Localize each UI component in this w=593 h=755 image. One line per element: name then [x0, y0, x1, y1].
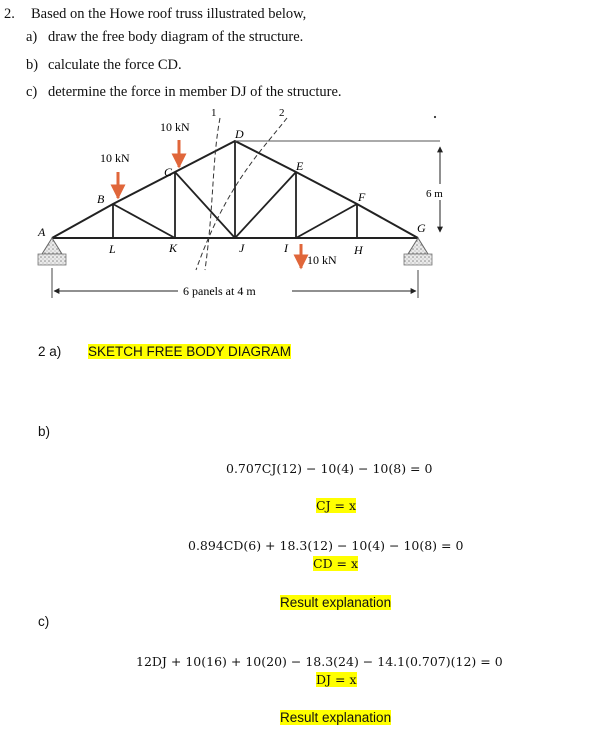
section-mark-1: 1	[211, 107, 217, 119]
joint-label-c: C	[164, 165, 173, 179]
joint-label-g: G	[417, 221, 426, 235]
cd-result-highlight: CD = x	[313, 556, 359, 571]
span-dimension-label: 6 panels at 4 m	[183, 284, 256, 298]
result-c1	[316, 672, 357, 687]
item-a-letter: a)	[26, 29, 38, 45]
joint-label-h: H	[354, 243, 363, 257]
note-c	[280, 710, 391, 725]
joint-label-f: F	[358, 190, 366, 204]
equation-b1: 0.707CJ(12) − 10(4) − 10(8) = 0	[226, 461, 433, 476]
item-a-text: draw the free body diagram of the structure.	[48, 29, 304, 45]
answer-a-text	[88, 344, 291, 359]
joint-label-a: A	[38, 225, 46, 239]
item-c-text: determine the force in member DJ of the structure.	[48, 84, 342, 100]
joint-label-d: D	[235, 127, 244, 141]
cj-result-highlight: CJ = x	[316, 498, 357, 513]
howe-truss-diagram	[0, 100, 593, 310]
joint-label-j: J	[239, 241, 245, 255]
note-b	[280, 595, 391, 610]
equation-b2: 0.894CD(6) + 18.3(12) − 10(4) − 10(8) = 0	[188, 538, 464, 553]
question-intro: Based on the Howe roof truss illustrated below,	[31, 6, 307, 22]
equation-c1: 12DJ + 10(16) + 10(20) − 18.3(24) − 14.1(0.707)(12) = 0	[136, 654, 503, 669]
answer-c-label: c)	[38, 614, 50, 629]
joint-label-k: K	[169, 241, 178, 255]
item-b-text: calculate the force CD.	[48, 57, 182, 73]
joint-label-l: L	[109, 242, 116, 256]
section-mark-2: 2	[279, 107, 285, 119]
joint-label-i: I	[284, 241, 288, 255]
item-b-letter: b)	[26, 57, 39, 73]
item-c-letter: c)	[26, 84, 38, 100]
result-explanation-c: Result explanation	[280, 710, 392, 725]
answer-a-label: 2 a)	[38, 344, 62, 359]
dj-result-highlight: DJ = x	[316, 672, 357, 687]
joint-label-b: B	[97, 192, 105, 206]
height-dimension-label: 6 m	[426, 188, 443, 200]
load-label-i: 10 kN	[307, 253, 337, 267]
load-label-b: 10 kN	[100, 151, 130, 165]
sketch-fbd-highlight: SKETCH FREE BODY DIAGRAM	[88, 344, 292, 359]
result-explanation-b: Result explanation	[280, 595, 392, 610]
result-b1	[316, 498, 356, 513]
result-b2	[313, 556, 358, 571]
joint-label-e: E	[296, 159, 304, 173]
load-label-c: 10 kN	[160, 120, 190, 134]
answer-b-label: b)	[38, 424, 51, 439]
question-number: 2.	[4, 6, 15, 22]
